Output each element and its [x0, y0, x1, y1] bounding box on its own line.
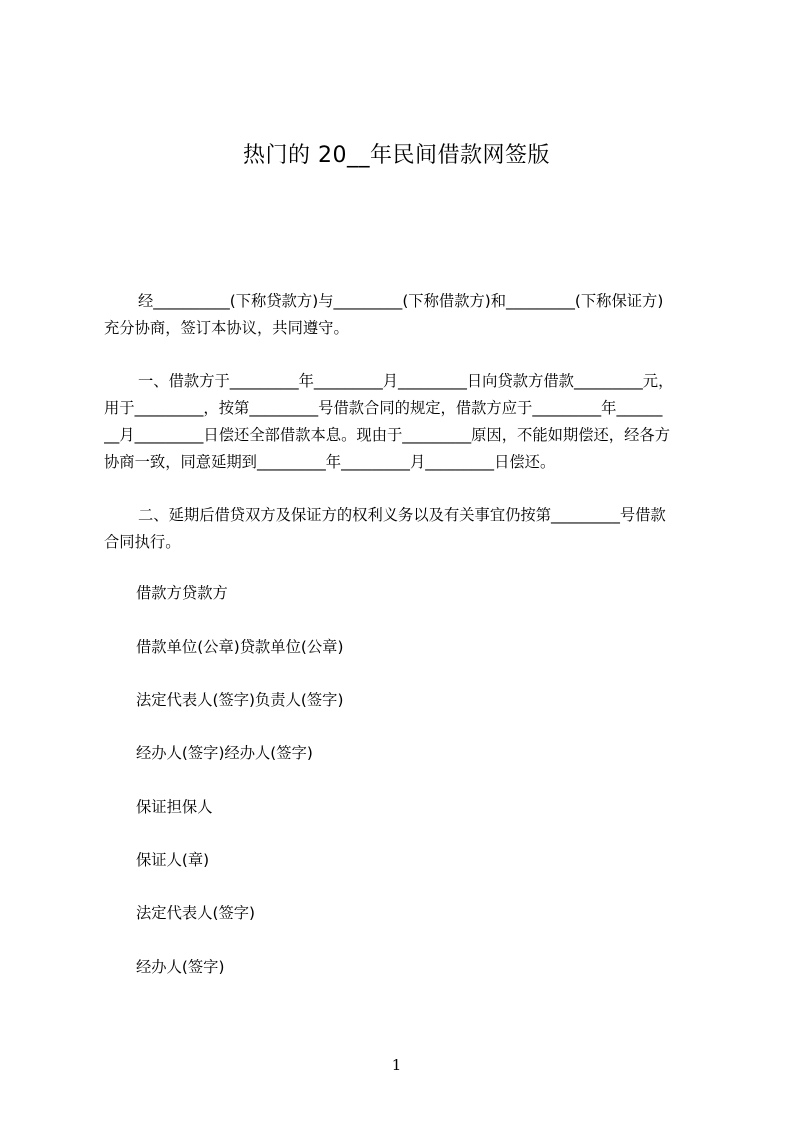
signature-line: 经办人(签字)经办人(签字) — [136, 744, 313, 762]
signature-line: 借款方贷款方 — [136, 584, 228, 602]
signature-line: 保证人(章) — [136, 851, 210, 869]
paragraph-clause-1 — [104, 368, 700, 476]
paragraph-line: 一、借款方于_________年_________月_________日向贷款方借款_________元， — [138, 372, 674, 390]
signature-line: 法定代表人(签字)负责人(签字) — [136, 691, 344, 709]
paragraph-line: 协商一致，同意延期到_________年_________月_________日偿还。 — [104, 453, 556, 471]
paragraph-line: 二、延期后借贷双方及保证方的权利义务以及有关事宜仍按第_________号借款 — [138, 506, 666, 524]
paragraph-clause-2 — [104, 502, 700, 556]
signature-line: 经办人(签字) — [136, 958, 225, 976]
signature-line: 保证担保人 — [136, 798, 213, 816]
signature-line: 法定代表人(签字) — [136, 904, 256, 922]
document-title: 热门的 20__年民间借款网签版 — [243, 143, 550, 168]
paragraph-line: 用于_________，按第_________号借款合同的规定，借款方应于_________年______ — [104, 399, 663, 417]
paragraph-line: 充分协商，签订本协议，共同遵守。 — [104, 319, 349, 337]
paragraph-intro — [104, 288, 700, 342]
page-number: 1 — [391, 1056, 402, 1074]
signature-line: 借款单位(公章)贷款单位(公章) — [136, 638, 344, 656]
paragraph-line: __月_________日偿还全部借款本息。现由于_________原因，不能如期偿还，经各方 — [104, 426, 670, 444]
paragraph-line: 合同执行。 — [104, 533, 181, 551]
paragraph-line: 经__________(下称贷款方)与_________(下称借款方)和_________(下称保证方) — [138, 292, 664, 310]
